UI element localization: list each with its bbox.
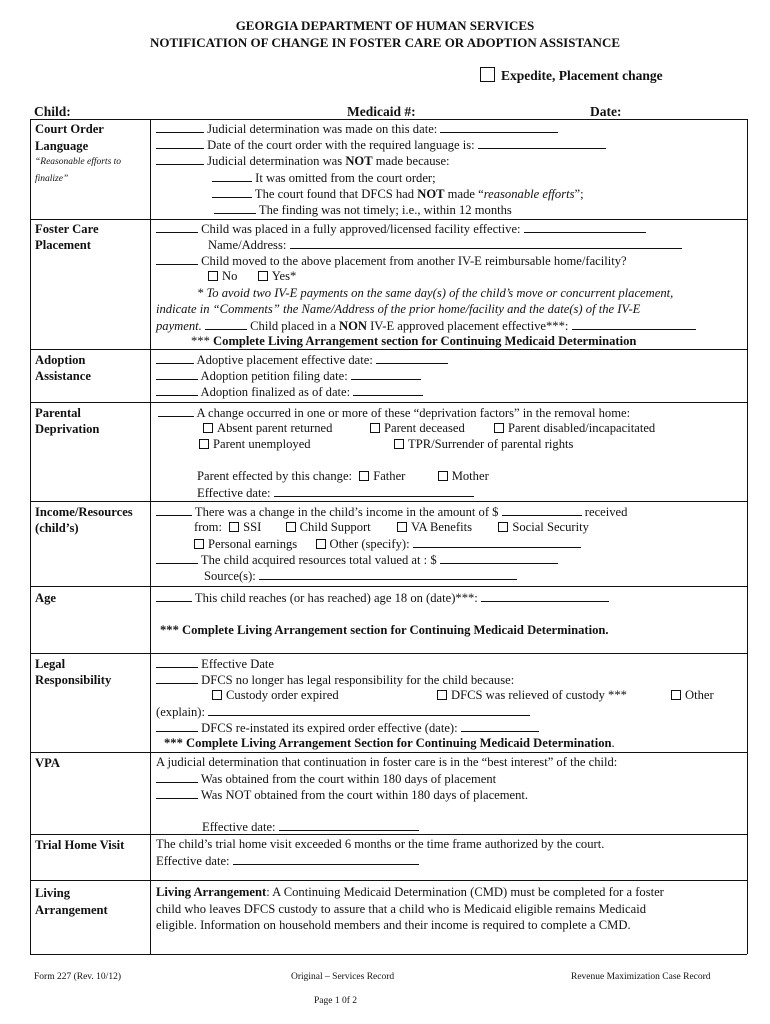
page-number: Page 1 0f 2 [314, 996, 358, 1006]
foster-care-label: Foster Care [35, 222, 99, 236]
row-divider [30, 880, 747, 881]
adoption-line: Adoption petition filing date: [156, 368, 421, 384]
expedite-checkbox[interactable] [480, 67, 495, 82]
adoption-label: Adoption [35, 353, 86, 367]
court-order-line: It was omitted from the court order; [212, 170, 436, 186]
column-divider [150, 119, 151, 954]
income-sources-row: from: SSI Child Support VA Benefits Social Security [194, 520, 589, 534]
parental-effective: Effective date: [197, 485, 474, 501]
agency-title: GEORGIA DEPARTMENT OF HUMAN SERVICES [235, 18, 535, 33]
child-support-checkbox[interactable] [286, 522, 296, 532]
personal-earnings-checkbox[interactable] [194, 539, 204, 549]
court-order-note: “Reasonable efforts to [35, 157, 122, 167]
parental-line: A change occurred in one or more of these “deprivation factors” in the removal home: [158, 405, 630, 421]
legal-line: DFCS re-instated its expired order effective (date): [156, 720, 539, 736]
father-checkbox[interactable] [359, 471, 369, 481]
parental-option: TPR/Surrender of parental rights [394, 437, 573, 452]
court-order-line: The finding was not timely; i.e., within 12 months [214, 202, 512, 218]
legal-option: DFCS was relieved of custody *** [437, 688, 627, 703]
parental-option: Parent disabled/incapacitated [494, 421, 655, 436]
mother-checkbox[interactable] [438, 471, 448, 481]
form-title: NOTIFICATION OF CHANGE IN FOSTER CARE OR ADOPTION ASSISTANCE [150, 35, 620, 50]
foster-note: * To avoid two IV-E payments on the same day(s) of the child’s move or concurrent placement, [197, 286, 674, 300]
foster-line: Child moved to the above placement from another IV-E reimbursable home/facility? [156, 253, 627, 269]
absent-parent-checkbox[interactable] [203, 423, 213, 433]
age-cmd-note: *** Complete Living Arrangement section for Continuing Medicaid Determination. [160, 623, 609, 637]
adoption-line: Adoptive placement effective date: [156, 352, 448, 368]
dfcs-relieved-checkbox[interactable] [437, 690, 447, 700]
assistance-label: Assistance [35, 369, 91, 383]
other-legal-checkbox[interactable] [671, 690, 681, 700]
court-order-label: Court Order [35, 122, 104, 136]
parent-affected-row: Parent effected by this change: Father Mother [197, 469, 489, 483]
vpa-line: A judicial determination that continuation in foster care is in the “best interest” of the child: [156, 755, 618, 769]
parental-option: Parent unemployed [199, 437, 311, 452]
revenue-record: Revenue Maximization Case Record [571, 972, 711, 982]
parental-label: Parental [35, 406, 81, 420]
foster-line: Name/Address: [208, 237, 682, 253]
vpa-line: Was obtained from the court within 180 days of placement [156, 771, 496, 787]
vpa-effective: Effective date: [202, 819, 419, 835]
other-income-checkbox[interactable] [316, 539, 326, 549]
table-right-border [747, 119, 748, 954]
row-divider [30, 349, 747, 350]
row-divider [30, 501, 747, 502]
legal-label: Legal [35, 657, 66, 671]
income-line: There was a change in the child’s income in the amount of $ received [156, 504, 627, 520]
row-divider [30, 402, 747, 403]
trial-line: The child’s trial home visit exceeded 6 months or the time frame authorized by the court. [156, 837, 605, 851]
foster-line: Child was placed in a fully approved/licensed facility effective: [156, 221, 646, 237]
foster-line: payment. Child placed in a NON IV-E approved placement effective***: [156, 318, 696, 334]
language-label: Language [35, 139, 89, 153]
legal-cmd-note: *** Complete Living Arrangement Section for Continuing Medicaid Determination. [164, 736, 615, 750]
age-label: Age [35, 591, 56, 605]
child-field-label: Child: [34, 104, 71, 119]
income-label: Income/Resources [35, 505, 133, 519]
row-divider [30, 752, 747, 753]
parent-unemployed-checkbox[interactable] [199, 439, 209, 449]
trial-effective: Effective date: [156, 853, 419, 869]
vpa-line: Was NOT obtained from the court within 180 days of placement. [156, 787, 528, 803]
vpa-label: VPA [35, 756, 60, 770]
legal-line: DFCS no longer has legal responsibility for the child because: [156, 672, 514, 688]
expedite-label: Expedite, Placement change [501, 68, 663, 83]
placement-label: Placement [35, 238, 91, 252]
ssi-checkbox[interactable] [229, 522, 239, 532]
table-bottom-border [30, 954, 747, 955]
living-line: Living Arrangement: A Continuing Medicaid Determination (CMD) must be completed for a foster [156, 885, 664, 899]
childs-label: (child’s) [35, 521, 79, 535]
tpr-checkbox[interactable] [394, 439, 404, 449]
living-line: child who leaves DFCS custody to assure that a child who is Medicaid eligible remains Medicaid [156, 902, 647, 916]
court-order-line: Judicial determination was NOT made because: [156, 153, 450, 169]
table-top-border [30, 119, 747, 120]
parental-option: Parent deceased [370, 421, 465, 436]
row-divider [30, 653, 747, 654]
arrangement-label: Arrangement [35, 903, 108, 917]
foster-cmd-note: *** Complete Living Arrangement section for Continuing Medicaid Determination [191, 334, 637, 348]
trial-home-visit-label: Trial Home Visit [35, 838, 125, 852]
age-line: This child reaches (or has reached) age 18 on (date)***: [156, 590, 609, 606]
legal-explain: (explain): [156, 704, 530, 720]
legal-option: Other [671, 688, 714, 703]
expedite-checkbox-row[interactable] [480, 67, 663, 84]
court-order-line: Judicial determination was made on this date: [156, 121, 558, 137]
foster-yes-no: No Yes* [208, 269, 296, 284]
social-security-checkbox[interactable] [498, 522, 508, 532]
court-order-line: The court found that DFCS had NOT made “reasonable efforts”; [212, 186, 584, 202]
parent-disabled-checkbox[interactable] [494, 423, 504, 433]
row-divider [30, 219, 747, 220]
table-left-border [30, 119, 31, 954]
parent-deceased-checkbox[interactable] [370, 423, 380, 433]
income-sources-row2: Personal earnings Other (specify): [194, 536, 581, 552]
va-benefits-checkbox[interactable] [397, 522, 407, 532]
date-field-label: Date: [590, 104, 622, 119]
deprivation-label: Deprivation [35, 422, 100, 436]
form-number: Form 227 (Rev. 10/12) [34, 972, 121, 982]
living-line: eligible. Information on household members and their income is required to complete a CMD. [156, 918, 631, 932]
parental-option: Absent parent returned [203, 421, 332, 436]
living-label: Living [35, 886, 70, 900]
medicaid-field-label: Medicaid #: [347, 104, 416, 119]
foster-note: indicate in “Comments” the Name/Address of the prior home/facility and the date(s) of the IV-E [156, 302, 641, 316]
responsibility-label: Responsibility [35, 673, 112, 687]
no-checkbox[interactable] [208, 271, 218, 281]
adoption-line: Adoption finalized as of date: [156, 384, 423, 400]
custody-expired-checkbox[interactable] [212, 690, 222, 700]
income-line: Source(s): [204, 568, 517, 584]
legal-line: Effective Date [156, 656, 274, 672]
income-line: The child acquired resources total valued at : $ [156, 552, 558, 568]
original-record: Original – Services Record [291, 972, 395, 982]
row-divider [30, 586, 747, 587]
yes-checkbox[interactable] [258, 271, 268, 281]
legal-option: Custody order expired [212, 688, 339, 703]
court-order-note: finalize” [35, 174, 69, 184]
court-order-line: Date of the court order with the required language is: [156, 137, 606, 153]
